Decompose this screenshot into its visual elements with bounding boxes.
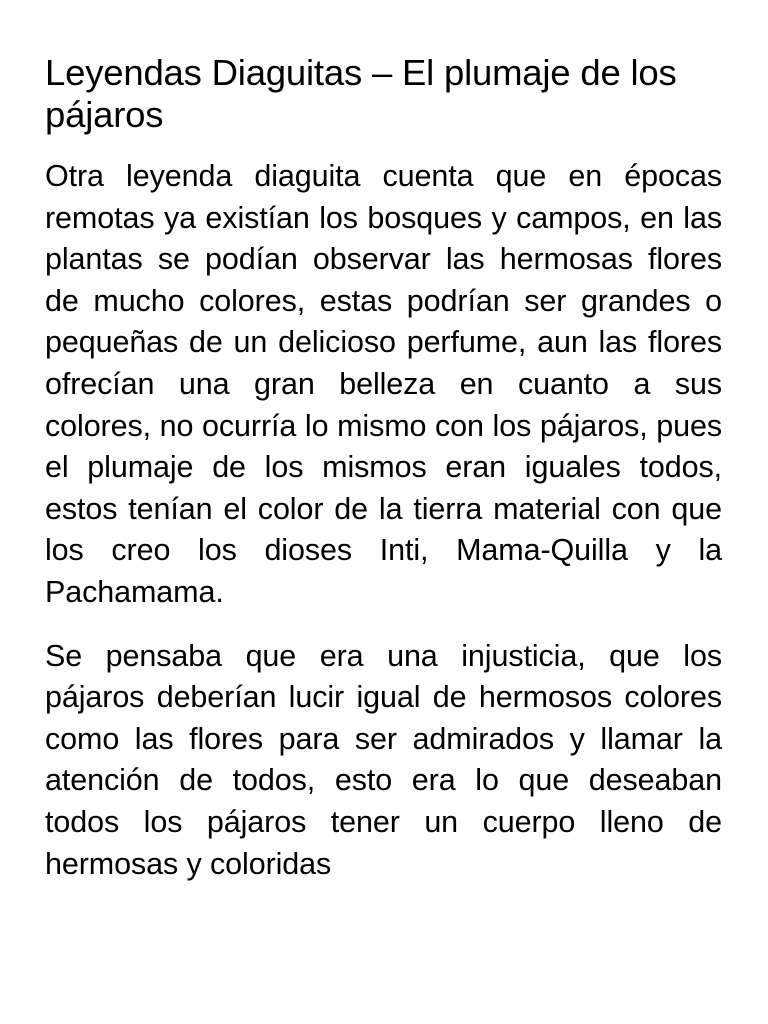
document-page [45, 52, 722, 907]
paragraph-2: Se pensaba que era una injusticia, que los pájaros deberían lucir igual de hermosos colores como las flores para ser admirados y llamar la atención de todos, esto era lo que deseaban todos los pájaros tener un cuerpo lleno de hermosas y coloridas [45, 638, 722, 881]
page-title: Leyendas Diaguitas – El plumaje de los pájaros [45, 52, 677, 135]
paragraph-1: Otra leyenda diaguita cuenta que en épocas remotas ya existían los bosques y campos, en las plantas se podían observar las hermosas flores de mucho colores, estas podrían ser grandes o pequeñas de un delicioso perfume, aun las flores ofrecían una gran belleza en cuanto a sus colores, no ocurría lo mismo con los pájaros, pues el plumaje de los mismos eran iguales todos, estos tenían el color de la tierra material con que los creo los dioses Inti, Mama-Quilla y la Pachamama. [45, 159, 722, 609]
